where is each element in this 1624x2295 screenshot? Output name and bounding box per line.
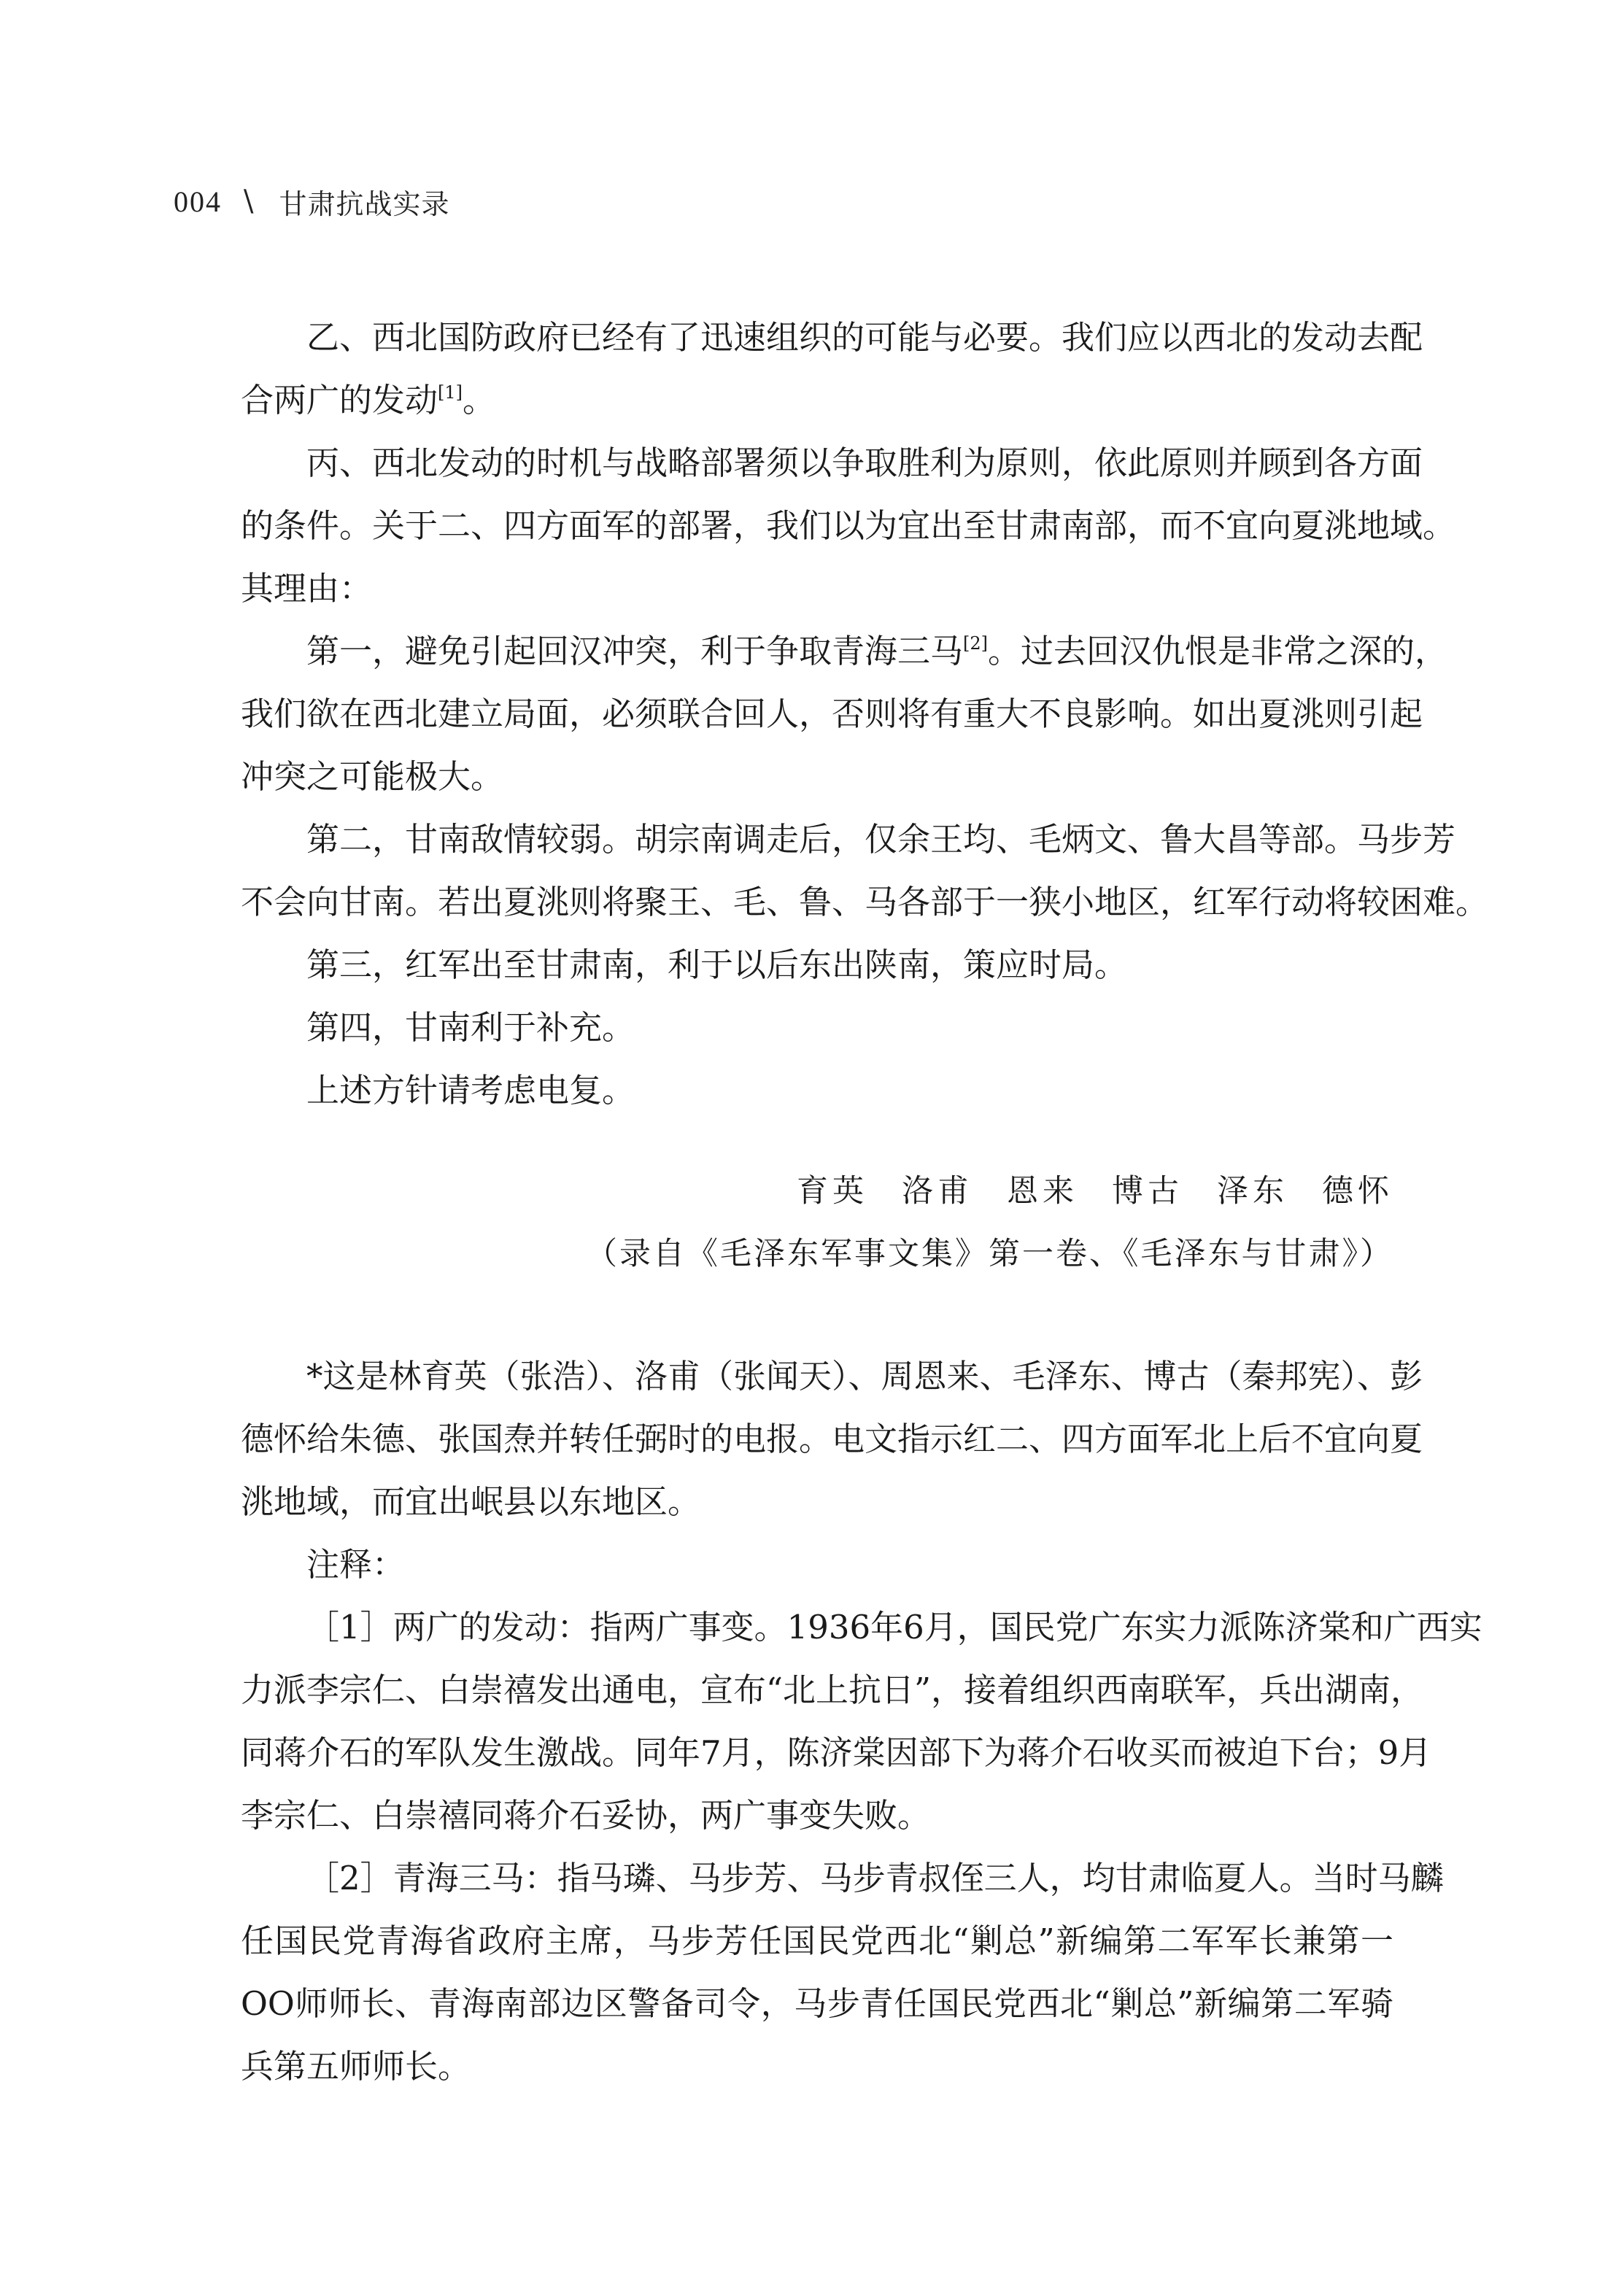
signatory-name: 泽东 — [1217, 1173, 1288, 1210]
footnote-ref-2: [2] — [963, 633, 989, 654]
signatory-names — [586, 1160, 1393, 1223]
source-citation: （录自《毛泽东军事文集》第一卷、《毛泽东与甘肃》） — [586, 1236, 1393, 1272]
paragraph-line: 第四，甘南利于补充。 — [306, 1008, 635, 1047]
header-separator: \ — [244, 185, 255, 218]
paragraph-line: 冲突之可能极大。 — [241, 757, 504, 796]
paragraph-line: 其理由： — [241, 569, 373, 608]
editor-note-line: 德怀给朱德、张国焘并转任弼时的电报。电文指示红二、四方面军北上后不宜向夏 — [241, 1420, 1423, 1458]
footnote-line: 同蒋介石的军队发生激战。同年7月，陈济棠因部下为蒋介石收买而被迫下台；9月 — [241, 1733, 1432, 1772]
signature-block — [586, 1160, 1393, 1285]
footnote-line: OO师师长、青海南部边区警备司令，马步青任国民党西北“剿总”新编第二军骑 — [241, 1984, 1393, 2023]
paragraph-line — [241, 369, 1393, 432]
signatory-name: 洛甫 — [902, 1173, 973, 1210]
book-title: 甘肃抗战实录 — [279, 187, 450, 220]
line-text: 第一，避免引起回汉冲突，利于争取青海三马 — [306, 632, 964, 670]
footnote-line: 力派李宗仁、白崇禧发出通电，宣布“北上抗日”，接着组织西南联军，兵出湖南， — [241, 1671, 1424, 1709]
signatory-name: 育英 — [797, 1173, 868, 1210]
telegram-body — [241, 306, 1489, 1122]
footnote-line: 李宗仁、白崇禧同蒋介石妥协，两广事变失败。 — [241, 1796, 931, 1835]
notes-section — [241, 1345, 1482, 2098]
paragraph-line — [241, 620, 1448, 683]
notes-heading: 注释： — [306, 1545, 406, 1584]
paragraph-line: 我们欲在西北建立局面，必须联合回人，否则将有重大不良影响。如出夏洮则引起 — [241, 694, 1423, 733]
footnote-line: ［1］两广的发动：指两广事变。1936年6月，国民党广东实力派陈济棠和广西实 — [306, 1608, 1482, 1646]
line-text: 。 — [463, 381, 496, 419]
paragraph-line: 第二，甘南敌情较弱。胡宗南调走后，仅余王均、毛炳文、鲁大昌等部。马步芳 — [306, 820, 1456, 859]
signatory-name: 恩来 — [1007, 1173, 1078, 1210]
paragraph-line: 第三，红军出至甘肃南，利于以后东出陕南，策应时局。 — [306, 945, 1128, 984]
page-number: 004 — [174, 185, 222, 218]
editor-note-line: *这是林育英（张浩）、洛甫（张闻天）、周恩来、毛泽东、博古（秦邦宪）、彭 — [306, 1357, 1423, 1396]
paragraph-line: 乙、西北国防政府已经有了迅速组织的可能与必要。我们应以西北的发动去配 — [306, 318, 1423, 357]
footnote-ref-1: [1] — [438, 382, 463, 403]
running-header — [174, 179, 450, 223]
line-text: 合两广的发动 — [241, 381, 438, 419]
signatory-name: 博古 — [1112, 1173, 1183, 1210]
footnote-line: 任国民党青海省政府主席，马步芳任国民党西北“剿总”新编第二军军长兼第一 — [241, 1921, 1393, 1960]
paragraph-line: 上述方针请考虑电复。 — [306, 1071, 635, 1110]
footnote-line: ［2］青海三马：指马璘、马步芳、马步青叔侄三人，均甘肃临夏人。当时马麟 — [306, 1859, 1444, 1897]
paragraph-line: 丙、西北发动的时机与战略部署须以争取胜利为原则，依此原则并顾到各方面 — [306, 444, 1423, 482]
footnote-line: 兵第五师师长。 — [241, 2047, 471, 2086]
editor-note-line: 洮地域，而宜出岷县以东地区。 — [241, 1482, 701, 1521]
line-text: 。过去回汉仇恨是非常之深的， — [988, 632, 1448, 670]
paragraph-line: 不会向甘南。若出夏洮则将聚王、毛、鲁、马各部于一狭小地区，红军行动将较困难。 — [241, 883, 1489, 921]
signatory-name: 德怀 — [1322, 1173, 1393, 1210]
paragraph-line: 的条件。关于二、四方面军的部署，我们以为宜出至甘肃南部，而不宜向夏洮地域。 — [241, 506, 1456, 545]
